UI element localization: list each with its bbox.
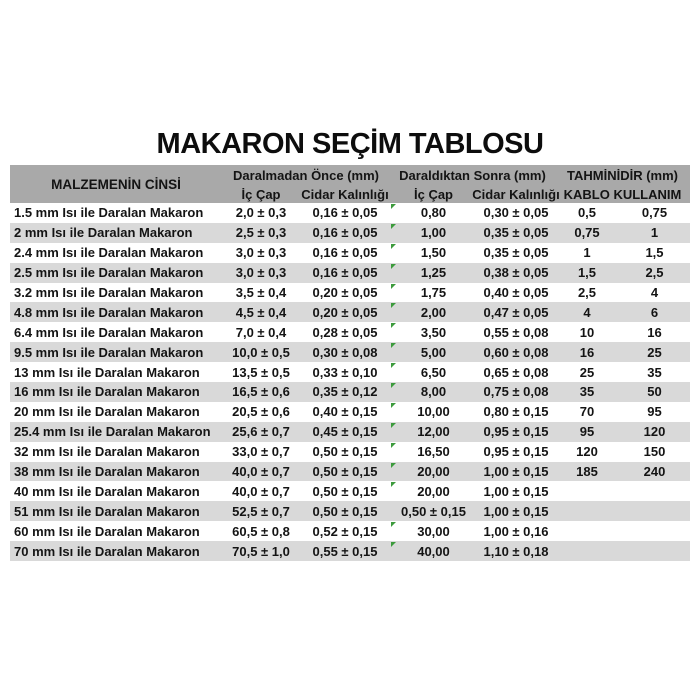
value-cell: 0,16 ± 0,05 [312, 265, 378, 281]
value-cell [619, 521, 690, 541]
header-material-type: MALZEMENİN CİNSİ [51, 176, 181, 192]
header-group-before-shrink: Daralmadan Önce (mm) [233, 167, 379, 183]
green-corner-flag-icon [391, 542, 396, 547]
value-cell: 0,35 ± 0,05 [483, 225, 549, 241]
value-cell: 120 [576, 444, 598, 460]
table-row [10, 541, 690, 561]
value-cell: 0,75 [574, 225, 600, 241]
green-corner-flag-icon [391, 303, 396, 308]
material-name-cell: 13 mm Isı ile Daralan Makaron [14, 364, 200, 380]
value-cell: 240 [643, 464, 666, 480]
value-cell: 4 [583, 304, 591, 320]
material-name-cell: 16 mm Isı ile Daralan Makaron [14, 384, 200, 400]
value-cell: 16,5 ± 0,6 [232, 384, 290, 400]
value-cell: 0,75 ± 0,08 [483, 384, 549, 400]
value-cell: 20,00 [390, 462, 477, 482]
material-name-cell: 70 mm Isı ile Daralan Makaron [14, 543, 200, 559]
value-cell: 8,00 [390, 382, 477, 402]
value-cell: 70,5 ± 1,0 [232, 543, 290, 559]
header-group-after-shrink: Daraldıktan Sonra (mm) [399, 167, 546, 183]
green-corner-flag-icon [391, 363, 396, 368]
table-row [10, 203, 690, 223]
value-cell: 0,50 ± 0,15 [312, 483, 378, 499]
value-cell: 1,00 ± 0,15 [483, 483, 549, 499]
green-corner-flag-icon [391, 482, 396, 487]
value-cell: 1,5 [577, 265, 597, 281]
value-cell: 0,5 [577, 205, 597, 221]
value-cell: 0,16 ± 0,05 [312, 245, 378, 261]
value-cell: 6,50 [390, 362, 477, 382]
green-corner-flag-icon [391, 443, 396, 448]
value-cell: 0,60 ± 0,08 [483, 344, 549, 360]
value-cell: 185 [576, 464, 598, 480]
value-cell: 0,40 ± 0,05 [483, 285, 549, 300]
value-cell: 16 [647, 324, 662, 340]
table-row [10, 481, 690, 501]
value-cell: 1,75 [390, 283, 477, 303]
value-cell: 40,00 [390, 541, 477, 561]
value-cell: 0,47 ± 0,05 [483, 304, 549, 320]
value-cell: 2,00 [390, 302, 477, 322]
value-cell: 25,6 ± 0,7 [232, 424, 290, 440]
green-corner-flag-icon [391, 264, 396, 269]
value-cell: 0,45 ± 0,15 [312, 424, 378, 440]
green-corner-flag-icon [391, 343, 396, 348]
value-cell: 0,52 ± 0,15 [312, 523, 378, 539]
value-cell: 0,50 ± 0,15 [312, 503, 378, 519]
value-cell: 0,35 ± 0,12 [312, 384, 378, 400]
header-inner-diameter-before: İç Çap [241, 186, 281, 202]
value-cell: 0,30 ± 0,08 [312, 344, 378, 360]
table-row [10, 342, 690, 362]
table-row [10, 263, 690, 283]
value-cell: 0,95 ± 0,15 [483, 444, 549, 460]
value-cell: 3,50 [390, 322, 477, 342]
value-cell: 7,0 ± 0,4 [235, 324, 287, 340]
value-cell: 60,5 ± 0,8 [232, 523, 290, 539]
value-cell: 50 [647, 384, 662, 400]
material-name-cell: 2.4 mm Isı ile Daralan Makaron [14, 245, 204, 261]
value-cell: 13,5 ± 0,5 [232, 364, 290, 380]
value-cell: 0,95 ± 0,15 [483, 424, 549, 440]
material-name-cell: 6.4 mm Isı ile Daralan Makaron [14, 324, 204, 340]
value-cell: 5,00 [390, 342, 477, 362]
material-name-cell: 51 mm Isı ile Daralan Makaron [14, 503, 200, 519]
material-name-cell: 4.8 mm Isı ile Daralan Makaron [14, 304, 204, 320]
value-cell [619, 541, 690, 561]
value-cell: 40,0 ± 0,7 [232, 483, 290, 499]
value-cell: 1,10 ± 0,18 [483, 543, 549, 559]
table-row [10, 521, 690, 541]
value-cell: 0,80 [390, 203, 477, 223]
value-cell: 35 [647, 364, 662, 380]
header-wall-thickness-before: Cidar Kalınlığı [301, 186, 389, 202]
value-cell: 1,5 [645, 245, 664, 261]
value-cell [555, 541, 619, 561]
value-cell: 70 [579, 404, 595, 420]
green-corner-flag-icon [391, 383, 396, 388]
table-row [10, 243, 690, 263]
material-name-cell: 38 mm Isı ile Daralan Makaron [14, 464, 200, 480]
value-cell [619, 481, 690, 501]
value-cell: 3,5 ± 0,4 [235, 285, 287, 300]
header-wall-thickness-after: Cidar Kalınlığı [472, 186, 560, 202]
value-cell: 0,20 ± 0,05 [312, 304, 378, 320]
value-cell: 150 [643, 444, 666, 460]
material-name-cell: 1.5 mm Isı ile Daralan Makaron [14, 205, 204, 221]
value-cell: 1,25 [390, 263, 477, 283]
header-inner-diameter-after: İç Çap [413, 186, 453, 202]
value-cell: 30,00 [390, 521, 477, 541]
value-cell [619, 501, 690, 521]
value-cell: 33,0 ± 0,7 [232, 444, 290, 460]
value-cell: 1,50 [390, 243, 477, 263]
value-cell: 3,0 ± 0,3 [235, 265, 287, 281]
material-name-cell: 2.5 mm Isı ile Daralan Makaron [14, 265, 204, 281]
value-cell: 20,5 ± 0,6 [232, 404, 290, 420]
value-cell: 0,35 ± 0,05 [483, 245, 549, 261]
value-cell: 40,0 ± 0,7 [232, 464, 290, 480]
value-cell: 2,0 ± 0,3 [235, 205, 287, 221]
material-name-cell: 40 mm Isı ile Daralan Makaron [14, 483, 200, 499]
table-row [10, 422, 690, 442]
value-cell: 1,00 ± 0,15 [483, 464, 549, 480]
green-corner-flag-icon [391, 244, 396, 249]
value-cell: 35 [579, 384, 595, 400]
value-cell: 16 [579, 344, 595, 360]
page-title: MAKARON SEÇİM TABLOSU [156, 128, 544, 160]
value-cell: 0,16 ± 0,05 [312, 225, 378, 241]
value-cell: 0,40 ± 0,15 [312, 404, 378, 420]
green-corner-flag-icon [391, 403, 396, 408]
value-cell: 6 [650, 304, 659, 320]
value-cell: 0,80 ± 0,15 [483, 404, 549, 420]
value-cell: 120 [643, 424, 666, 440]
green-corner-flag-icon [391, 284, 396, 289]
value-cell: 3,0 ± 0,3 [235, 245, 287, 261]
table-row [10, 382, 690, 402]
value-cell: 0,20 ± 0,05 [312, 285, 378, 300]
table-row [10, 362, 690, 382]
material-name-cell: 60 mm Isı ile Daralan Makaron [14, 523, 200, 539]
value-cell: 0,50 ± 0,15 [312, 464, 378, 480]
table-row [10, 283, 690, 303]
green-corner-flag-icon [391, 224, 396, 229]
value-cell: 0,65 ± 0,08 [483, 364, 549, 380]
table-row [10, 223, 690, 243]
value-cell: 1,00 [390, 223, 477, 243]
value-cell: 0,38 ± 0,05 [483, 265, 549, 281]
makaron-selection-table [10, 165, 690, 561]
value-cell [555, 501, 619, 521]
value-cell: 20,00 [390, 481, 477, 501]
value-cell: 0,28 ± 0,05 [312, 324, 378, 340]
value-cell: 0,55 ± 0,15 [312, 543, 378, 559]
value-cell: 0,50 ± 0,15 [312, 444, 378, 460]
value-cell: 1,00 ± 0,16 [483, 523, 549, 539]
green-corner-flag-icon [391, 522, 396, 527]
material-name-cell: 20 mm Isı ile Daralan Makaron [14, 404, 200, 420]
table-row [10, 322, 690, 342]
value-cell: 1 [583, 245, 591, 261]
value-cell: 2,5 [577, 285, 597, 300]
value-cell: 0,16 ± 0,05 [312, 205, 378, 221]
value-cell: 0,50 ± 0,15 [401, 503, 466, 519]
value-cell: 0,30 ± 0,05 [483, 205, 549, 221]
value-cell: 2,5 ± 0,3 [235, 225, 287, 241]
table-row [10, 501, 690, 521]
value-cell: 25 [579, 364, 595, 380]
material-name-cell: 3.2 mm Isı ile Daralan Makaron [14, 285, 204, 300]
table-row [10, 402, 690, 422]
green-corner-flag-icon [391, 323, 396, 328]
value-cell [555, 521, 619, 541]
value-cell: 95 [579, 424, 595, 440]
table-row [10, 442, 690, 462]
green-corner-flag-icon [391, 204, 396, 209]
value-cell: 95 [647, 404, 662, 420]
value-cell: 0,33 ± 0,10 [312, 364, 378, 380]
header-group-estimated: TAHMİNİDİR (mm) [567, 167, 678, 183]
material-name-cell: 32 mm Isı ile Daralan Makaron [14, 444, 200, 460]
value-cell: 0,75 [641, 205, 668, 221]
value-cell: 52,5 ± 0,7 [232, 503, 290, 519]
table-row [10, 462, 690, 482]
value-cell: 4,5 ± 0,4 [235, 304, 287, 320]
value-cell: 10,00 [390, 402, 477, 422]
value-cell: 2,5 [645, 265, 664, 281]
value-cell: 25 [647, 344, 662, 360]
value-cell: 16,50 [390, 442, 477, 462]
material-name-cell: 25.4 mm Isı ile Daralan Makaron [14, 424, 211, 440]
green-corner-flag-icon [391, 463, 396, 468]
table-header [10, 165, 690, 203]
material-name-cell: 2 mm Isı ile Daralan Makaron [14, 225, 193, 241]
value-cell: 12,00 [390, 422, 477, 442]
value-cell: 0,55 ± 0,08 [483, 324, 549, 340]
value-cell: 1 [650, 225, 659, 241]
table-row [10, 302, 690, 322]
header-cable-usage: KABLO KULLANIM [563, 186, 682, 202]
value-cell: 4 [650, 285, 659, 300]
value-cell: 1,00 ± 0,15 [483, 503, 549, 519]
green-corner-flag-icon [391, 423, 396, 428]
material-name-cell: 9.5 mm Isı ile Daralan Makaron [14, 344, 204, 360]
value-cell [555, 481, 619, 501]
table-body [10, 203, 690, 561]
value-cell: 10 [579, 324, 595, 340]
value-cell: 10,0 ± 0,5 [232, 344, 290, 360]
